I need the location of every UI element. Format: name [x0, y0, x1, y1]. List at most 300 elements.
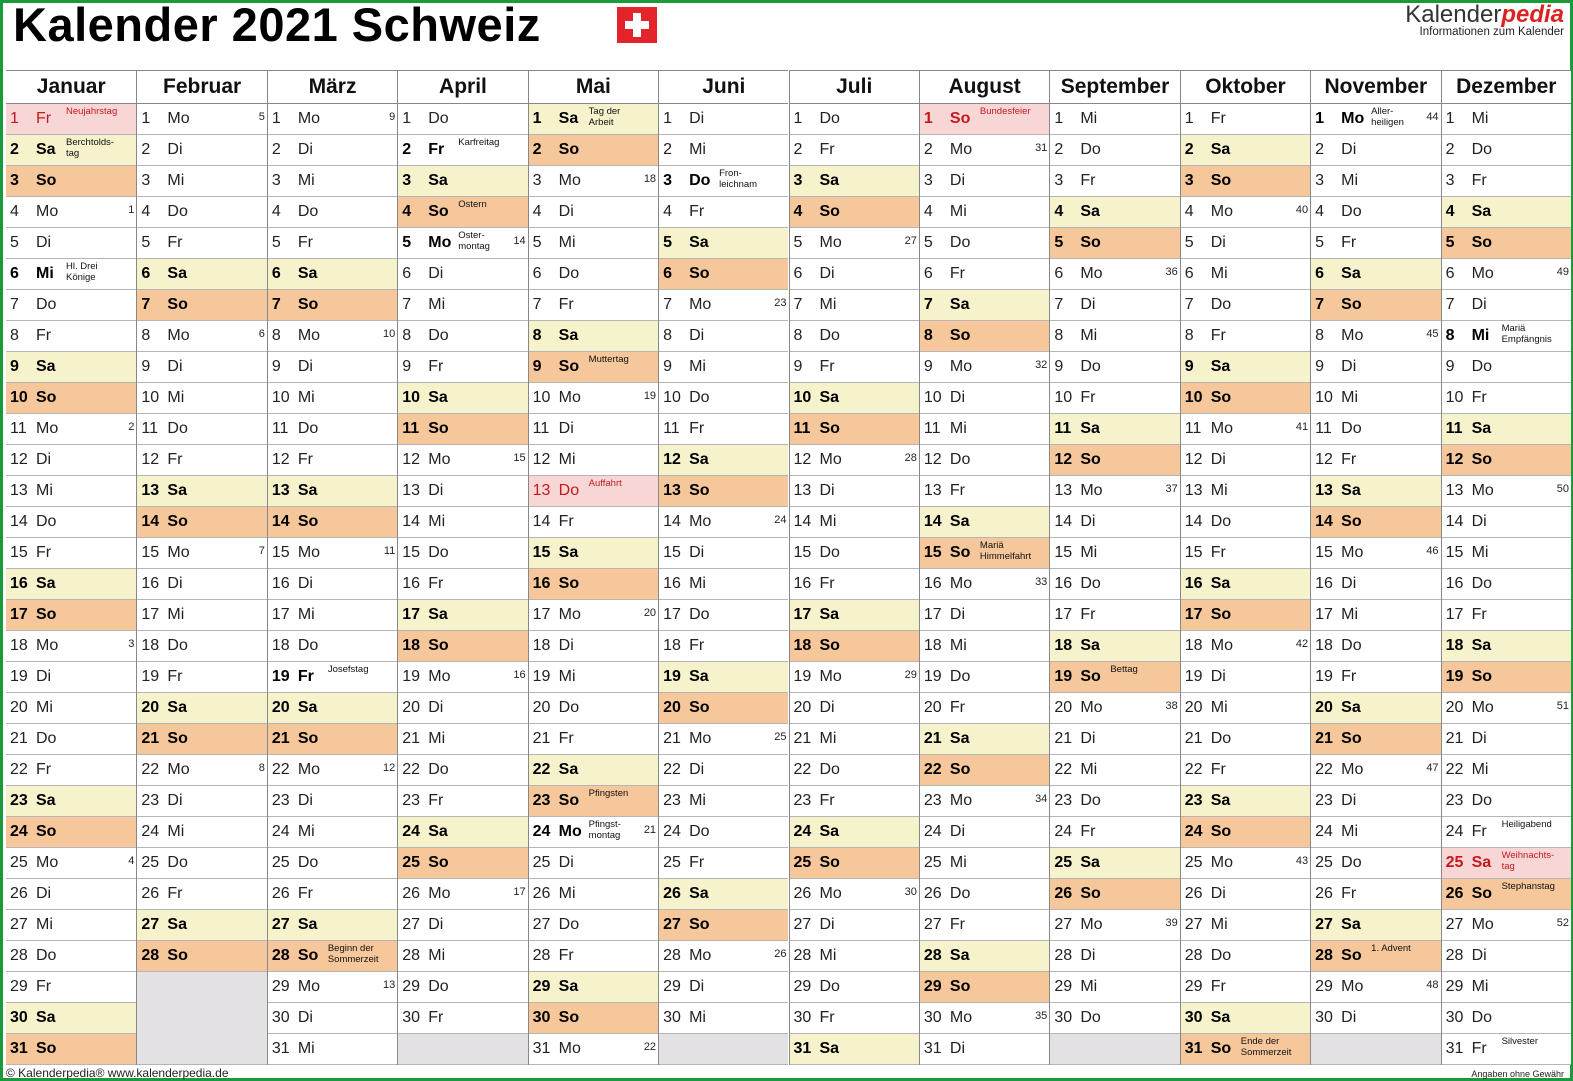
weekday: Mi — [1080, 327, 1098, 344]
month-column — [658, 70, 788, 1065]
day-number: 14 — [10, 513, 28, 530]
empty-cell — [398, 1034, 527, 1065]
day-cell — [398, 445, 527, 476]
day-number: 4 — [141, 203, 151, 220]
day-number: 29 — [402, 978, 421, 995]
week-number: 50 — [1556, 483, 1569, 495]
day-cell — [137, 910, 266, 941]
weekday: Fr — [167, 234, 183, 251]
day-number: 9 — [271, 358, 281, 375]
day-number: 9 — [532, 358, 542, 375]
day-number: 28 — [10, 947, 28, 964]
day-number: 5 — [1184, 234, 1194, 251]
weekday: Di — [689, 544, 705, 561]
day-cell — [920, 507, 1049, 538]
weekday: Do — [167, 420, 188, 437]
day-cell — [137, 259, 266, 290]
day-cell — [790, 538, 919, 569]
day-cell — [1442, 631, 1571, 662]
day-number: 3 — [141, 172, 151, 189]
day-number: 3 — [1315, 172, 1325, 189]
day-number: 2 — [923, 141, 933, 158]
day-cell — [529, 1003, 658, 1034]
day-cell — [268, 290, 397, 321]
day-cell — [398, 724, 527, 755]
weekday: Sa — [949, 296, 970, 313]
day-number: 27 — [532, 916, 551, 933]
day-number: 9 — [10, 358, 19, 375]
day-cell — [137, 321, 266, 352]
day-cell — [1442, 414, 1571, 445]
weekday: Mi — [428, 296, 446, 313]
day-cell — [790, 941, 919, 972]
swiss-flag-icon — [617, 7, 657, 43]
day-cell — [529, 104, 658, 135]
weekday: So — [558, 792, 580, 809]
month-header: Dezember — [1442, 70, 1571, 104]
day-number: 27 — [1184, 916, 1203, 933]
weekday: Sa — [1210, 792, 1231, 809]
weekday: Fr — [1471, 389, 1487, 406]
weekday: So — [949, 327, 971, 344]
weekday: Di — [1210, 451, 1226, 468]
weekday: Mo — [558, 389, 581, 406]
weekday: Do — [949, 668, 971, 685]
holiday-note: Josefstag — [327, 664, 369, 675]
week-number: 17 — [513, 886, 526, 898]
day-number: 1 — [10, 110, 19, 127]
day-number: 17 — [1184, 606, 1203, 623]
day-number: 8 — [1184, 327, 1194, 344]
day-number: 11 — [923, 420, 941, 437]
day-number: 22 — [271, 761, 290, 778]
day-number: 20 — [1315, 699, 1333, 716]
weekday: Do — [819, 761, 840, 778]
day-cell — [1442, 848, 1571, 879]
weekday: So — [689, 699, 710, 716]
weekday: So — [558, 575, 580, 592]
day-number: 12 — [1445, 451, 1464, 468]
weekday: Di — [689, 110, 705, 127]
weekday: So — [1080, 451, 1101, 468]
day-cell — [790, 414, 919, 445]
day-number: 30 — [1315, 1009, 1333, 1026]
weekday: Do — [428, 110, 449, 127]
week-number: 41 — [1295, 421, 1309, 433]
day-cell — [1181, 538, 1310, 569]
day-cell — [920, 352, 1049, 383]
month-header: September — [1050, 70, 1179, 104]
weekday: Sa — [36, 358, 56, 375]
weekday: Di — [689, 978, 705, 995]
month-column — [528, 70, 658, 1065]
day-number: 9 — [1445, 358, 1455, 375]
weekday: Mi — [689, 141, 706, 158]
month-header: Januar — [6, 70, 136, 104]
day-cell — [1311, 414, 1440, 445]
day-number: 9 — [663, 358, 672, 375]
day-cell — [1181, 1034, 1310, 1065]
day-number: 2 — [271, 141, 281, 158]
day-number: 21 — [1445, 730, 1464, 747]
day-number: 28 — [532, 947, 551, 964]
weekday: Fr — [689, 420, 705, 437]
day-cell — [920, 600, 1049, 631]
weekday: Mo — [1341, 110, 1365, 127]
weekday: Do — [558, 265, 580, 282]
day-number: 4 — [663, 203, 672, 220]
day-cell — [1050, 786, 1179, 817]
day-number: 27 — [1054, 916, 1073, 933]
weekday: Mi — [819, 730, 837, 747]
day-number: 1 — [663, 110, 672, 127]
day-number: 12 — [271, 451, 290, 468]
day-number: 15 — [1184, 544, 1203, 561]
day-cell — [529, 786, 658, 817]
day-number: 14 — [1315, 513, 1333, 530]
weekday: So — [558, 1009, 580, 1026]
day-number: 22 — [10, 761, 28, 778]
weekday: Mi — [1080, 761, 1098, 778]
day-number: 7 — [532, 296, 542, 313]
weekday: Di — [36, 451, 52, 468]
weekday: Mo — [558, 172, 581, 189]
day-number: 19 — [923, 668, 942, 685]
weekday: Mi — [428, 947, 446, 964]
weekday: Di — [949, 823, 966, 840]
day-number: 28 — [1315, 947, 1333, 964]
day-number: 28 — [1445, 947, 1464, 964]
day-number: 7 — [923, 296, 933, 313]
day-cell — [920, 569, 1049, 600]
weekday: So — [558, 358, 580, 375]
day-number: 8 — [402, 327, 412, 344]
day-cell — [790, 135, 919, 166]
weekday: So — [297, 296, 319, 313]
day-number: 1 — [141, 110, 151, 127]
day-cell — [1442, 817, 1571, 848]
day-number: 6 — [793, 265, 803, 282]
weekday: Di — [1341, 575, 1357, 592]
weekday: Mi — [1080, 110, 1098, 127]
day-number: 7 — [402, 296, 412, 313]
weekday: Mo — [819, 668, 842, 685]
day-cell — [1050, 569, 1179, 600]
weekday: So — [428, 637, 449, 654]
weekday: Do — [1471, 358, 1493, 375]
day-cell — [529, 941, 658, 972]
weekday: Do — [167, 854, 188, 871]
week-number: 39 — [1165, 917, 1178, 929]
weekday: Sa — [297, 265, 318, 282]
weekday: Mi — [1471, 544, 1489, 561]
day-cell — [398, 693, 527, 724]
weekday: So — [558, 141, 580, 158]
day-cell — [1311, 538, 1440, 569]
day-number: 27 — [141, 916, 160, 933]
weekday: Mi — [819, 513, 837, 530]
weekday: Do — [167, 203, 188, 220]
weekday: Fr — [1341, 234, 1357, 251]
day-cell — [6, 228, 136, 259]
day-cell — [137, 724, 266, 755]
week-number: 31 — [1035, 142, 1048, 154]
day-cell — [1311, 972, 1440, 1003]
day-number: 8 — [10, 327, 19, 344]
day-number: 19 — [10, 668, 28, 685]
day-cell — [920, 817, 1049, 848]
day-number: 11 — [1184, 420, 1202, 437]
day-cell — [920, 662, 1049, 693]
day-number: 22 — [1184, 761, 1203, 778]
day-cell — [137, 290, 266, 321]
day-number: 27 — [271, 916, 290, 933]
weekday: Mo — [297, 327, 321, 344]
day-number: 22 — [532, 761, 551, 778]
day-number: 9 — [1054, 358, 1064, 375]
day-number: 11 — [532, 420, 550, 437]
day-number: 2 — [663, 141, 672, 158]
day-number: 31 — [793, 1040, 812, 1057]
weekday: Mo — [297, 110, 321, 127]
day-cell — [6, 321, 136, 352]
day-number: 29 — [1315, 978, 1333, 995]
day-cell — [1050, 445, 1179, 476]
weekday: Mo — [1080, 482, 1103, 499]
weekday: Fr — [297, 668, 314, 685]
weekday: Fr — [1080, 823, 1096, 840]
day-number: 23 — [1184, 792, 1203, 809]
day-number: 13 — [532, 482, 551, 499]
week-number: 34 — [1035, 793, 1048, 805]
day-cell — [268, 1003, 397, 1034]
weekday: Do — [36, 947, 57, 964]
day-cell — [1181, 414, 1310, 445]
week-number: 7 — [258, 545, 265, 557]
day-number: 1 — [532, 110, 542, 127]
weekday: So — [297, 947, 319, 964]
weekday: Mo — [1341, 327, 1364, 344]
weekday: Di — [167, 358, 183, 375]
week-number: 49 — [1556, 266, 1569, 278]
weekday: Do — [1080, 575, 1101, 592]
day-number: 9 — [402, 358, 412, 375]
weekday: Di — [297, 141, 313, 158]
day-cell — [6, 600, 136, 631]
week-number: 43 — [1295, 855, 1309, 867]
day-number: 20 — [271, 699, 290, 716]
day-cell — [1442, 445, 1571, 476]
weekday: Mi — [689, 575, 706, 592]
weekday: Sa — [819, 389, 840, 406]
day-cell — [1181, 476, 1310, 507]
weekday: Fr — [167, 885, 183, 902]
day-cell — [1181, 507, 1310, 538]
day-number: 8 — [1054, 327, 1064, 344]
day-number: 20 — [402, 699, 421, 716]
weekday: Fr — [819, 141, 835, 158]
day-cell — [1442, 321, 1571, 352]
day-cell — [1442, 910, 1571, 941]
day-cell — [659, 290, 788, 321]
holiday-note: 1. Advent — [1371, 943, 1411, 954]
day-number: 30 — [271, 1009, 290, 1026]
day-cell — [6, 538, 136, 569]
day-cell — [1050, 972, 1179, 1003]
day-number: 6 — [663, 265, 672, 282]
day-number: 15 — [663, 544, 681, 561]
day-cell — [398, 569, 527, 600]
day-cell — [1050, 259, 1179, 290]
day-number: 29 — [532, 978, 551, 995]
day-cell — [268, 414, 397, 445]
weekday: So — [167, 513, 188, 530]
weekday: So — [1471, 885, 1493, 902]
weekday: Mi — [167, 823, 185, 840]
day-number: 12 — [793, 451, 812, 468]
day-cell — [920, 383, 1049, 414]
day-cell — [659, 569, 788, 600]
week-number: 52 — [1556, 917, 1569, 929]
day-cell — [398, 600, 527, 631]
day-cell — [790, 817, 919, 848]
weekday: Sa — [1341, 699, 1361, 716]
day-cell — [398, 1003, 527, 1034]
day-cell — [659, 724, 788, 755]
day-cell — [529, 321, 658, 352]
day-cell — [790, 383, 919, 414]
day-number: 31 — [271, 1040, 290, 1057]
day-number: 31 — [1445, 1040, 1464, 1057]
weekday: Fr — [167, 668, 183, 685]
day-number: 10 — [1184, 389, 1203, 406]
day-number: 22 — [1445, 761, 1464, 778]
weekday: Mi — [297, 172, 315, 189]
day-number: 26 — [793, 885, 812, 902]
day-number: 28 — [141, 947, 160, 964]
day-cell — [137, 414, 266, 445]
day-cell — [268, 104, 397, 135]
weekday: Di — [297, 575, 313, 592]
day-number: 2 — [141, 141, 151, 158]
day-number: 17 — [141, 606, 160, 623]
weekday: Fr — [819, 575, 835, 592]
weekday: Di — [1471, 947, 1487, 964]
day-number: 4 — [271, 203, 281, 220]
week-number: 33 — [1035, 576, 1048, 588]
weekday: Do — [558, 916, 580, 933]
month-header: November — [1311, 70, 1440, 104]
day-number: 9 — [793, 358, 803, 375]
week-number: 18 — [643, 173, 657, 185]
day-cell — [920, 290, 1049, 321]
day-number: 8 — [532, 327, 542, 344]
weekday: Di — [1080, 513, 1096, 530]
day-cell — [6, 290, 136, 321]
weekday: So — [428, 420, 449, 437]
month-column — [397, 70, 527, 1065]
weekday: Di — [297, 792, 313, 809]
day-cell — [137, 879, 266, 910]
day-cell — [1311, 197, 1440, 228]
day-number: 18 — [402, 637, 421, 654]
day-number: 14 — [1184, 513, 1203, 530]
day-number: 2 — [1184, 141, 1194, 158]
day-cell — [268, 321, 397, 352]
day-number: 25 — [402, 854, 421, 871]
weekday: Di — [558, 854, 574, 871]
day-number: 16 — [1184, 575, 1203, 592]
weekday: Fr — [689, 203, 705, 220]
weekday: Di — [558, 637, 574, 654]
weekday: Sa — [36, 575, 56, 592]
day-cell — [659, 972, 788, 1003]
day-number: 9 — [923, 358, 933, 375]
holiday-note: Karfreitag — [458, 137, 500, 148]
day-number: 14 — [793, 513, 812, 530]
day-number: 26 — [402, 885, 421, 902]
weekday: Di — [428, 265, 444, 282]
day-cell — [1311, 135, 1440, 166]
day-cell — [1311, 104, 1440, 135]
day-cell — [1181, 631, 1310, 662]
weekday: Di — [1080, 296, 1096, 313]
day-cell — [137, 197, 266, 228]
day-cell — [659, 383, 788, 414]
page-title: Kalender 2021 Schweiz — [13, 0, 541, 51]
day-number: 17 — [1054, 606, 1073, 623]
day-cell — [6, 507, 136, 538]
weekday: So — [1210, 606, 1232, 623]
day-number: 29 — [663, 978, 681, 995]
weekday: Sa — [819, 1040, 840, 1057]
weekday: So — [1341, 296, 1362, 313]
holiday-note: Mariä Empfängnis — [1501, 323, 1552, 345]
day-cell — [1181, 352, 1310, 383]
day-number: 15 — [923, 544, 942, 561]
weekday: Sa — [558, 544, 579, 561]
day-number: 22 — [923, 761, 942, 778]
day-number: 2 — [402, 141, 412, 158]
day-cell — [529, 290, 658, 321]
weekday: Sa — [1471, 854, 1492, 871]
weekday: Di — [819, 699, 835, 716]
day-number: 30 — [663, 1009, 681, 1026]
day-cell — [790, 507, 919, 538]
day-cell — [398, 879, 527, 910]
day-cell — [529, 600, 658, 631]
day-number: 15 — [1054, 544, 1073, 561]
day-number: 17 — [923, 606, 942, 623]
day-number: 28 — [663, 947, 681, 964]
day-cell — [268, 166, 397, 197]
day-cell — [398, 972, 527, 1003]
weekday: Mo — [428, 234, 452, 251]
weekday: Mi — [1341, 606, 1359, 623]
day-number: 31 — [1184, 1040, 1203, 1057]
weekday: Do — [1341, 420, 1362, 437]
day-cell — [398, 104, 527, 135]
day-cell — [1311, 166, 1440, 197]
day-cell — [398, 507, 527, 538]
day-cell — [920, 755, 1049, 786]
weekday: Sa — [36, 141, 56, 158]
weekday: So — [428, 203, 449, 220]
day-number: 29 — [271, 978, 290, 995]
day-cell — [398, 848, 527, 879]
day-number: 5 — [793, 234, 803, 251]
weekday: Sa — [167, 265, 187, 282]
